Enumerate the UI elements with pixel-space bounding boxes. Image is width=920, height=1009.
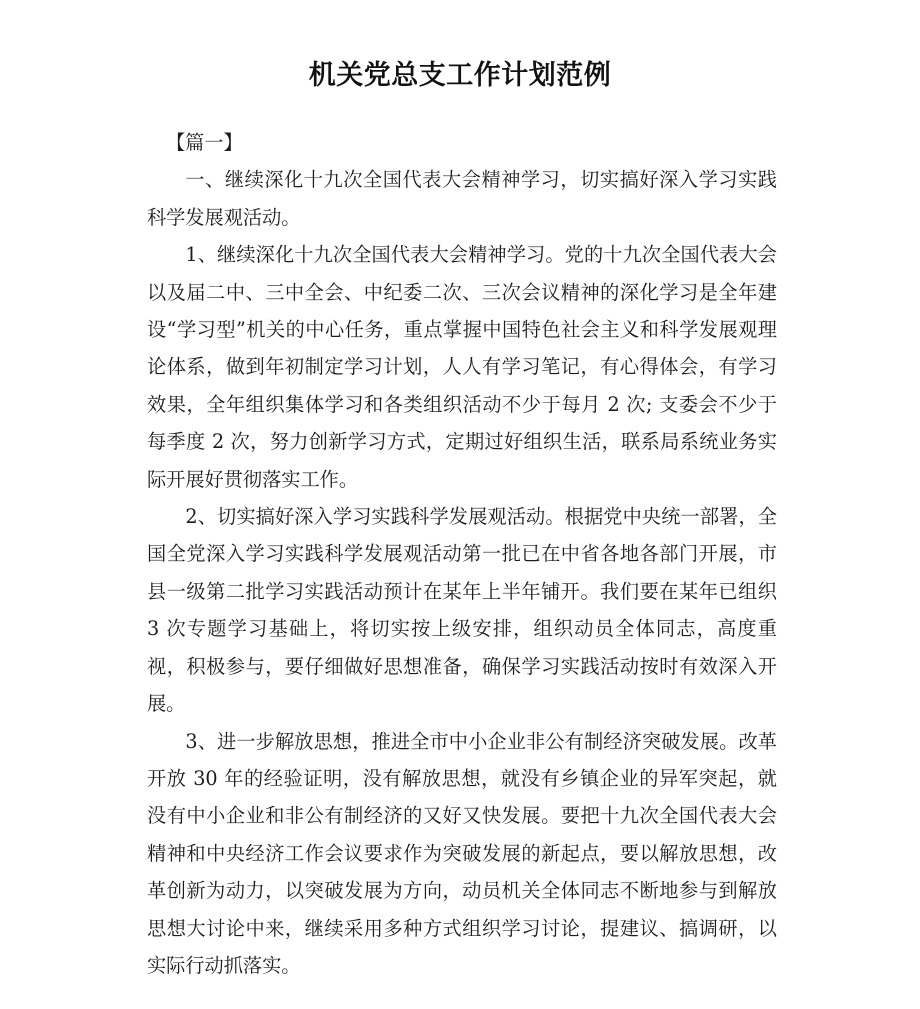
paragraph-2: 1、继续深化十九次全国代表大会精神学习。党的十九次全国代表大会以及届二中、三中全会、中纪委二次、三次会议精神的深化学习是全年建设“学习型”机关的中心任务，重点掌握中国特色社会主义和科学发展观理论体系，做到年初制定学习计划，人人有学习笔记，有心得体会，有学习效果，全年组织集体学习和各类组织活动不少于每月 2 次; 支委会不少于每季度 2 次，努力创新学习方式，定期过好组织生活，联系局系统业务实际开展好贯彻落实工作。 xyxy=(147,243,777,491)
paragraph-4: 3、进一步解放思想，推进全市中小企业非公有制经济突破发展。改革开放 30 年的经验证明，没有解放思想，就没有乡镇企业的异军突起，就没有中小企业和非公有制经济的又好又快发展。要把十九次全国代表大会精神和中央经济工作会议要求作为突破发展的新起点，要以解放思想，改革创新为动力，以突破发展为方向，动员机关全体同志不断地参与到解放思想大讨论中来，继续采用多种方式组织学习讨论，提建议、搞调研，以实际行动抓落实。 xyxy=(147,729,777,977)
paragraph-3: 2、切实搞好深入学习实践科学发展观活动。根据党中央统一部署，全国全党深入学习实践科学发展观活动第一批已在中省各地各部门开展，市县一级第二批学习实践活动预计在某年上半年铺开。我们要在某年已组织 3 次专题学习基础上，将切实按上级安排，组织动员全体同志，高度重视，积极参与，要仔细做好思想准备，确保学习实践活动按时有效深入开展。 xyxy=(147,505,777,716)
section-tag: 【篇一】 xyxy=(166,131,243,154)
document-body xyxy=(147,124,777,984)
paragraph-1: 一、继续深化十九次全国代表大会精神学习，切实搞好深入学习实践科学发展观活动。 xyxy=(147,168,777,229)
page-title: 机关党总支工作计划范例 xyxy=(308,60,612,91)
